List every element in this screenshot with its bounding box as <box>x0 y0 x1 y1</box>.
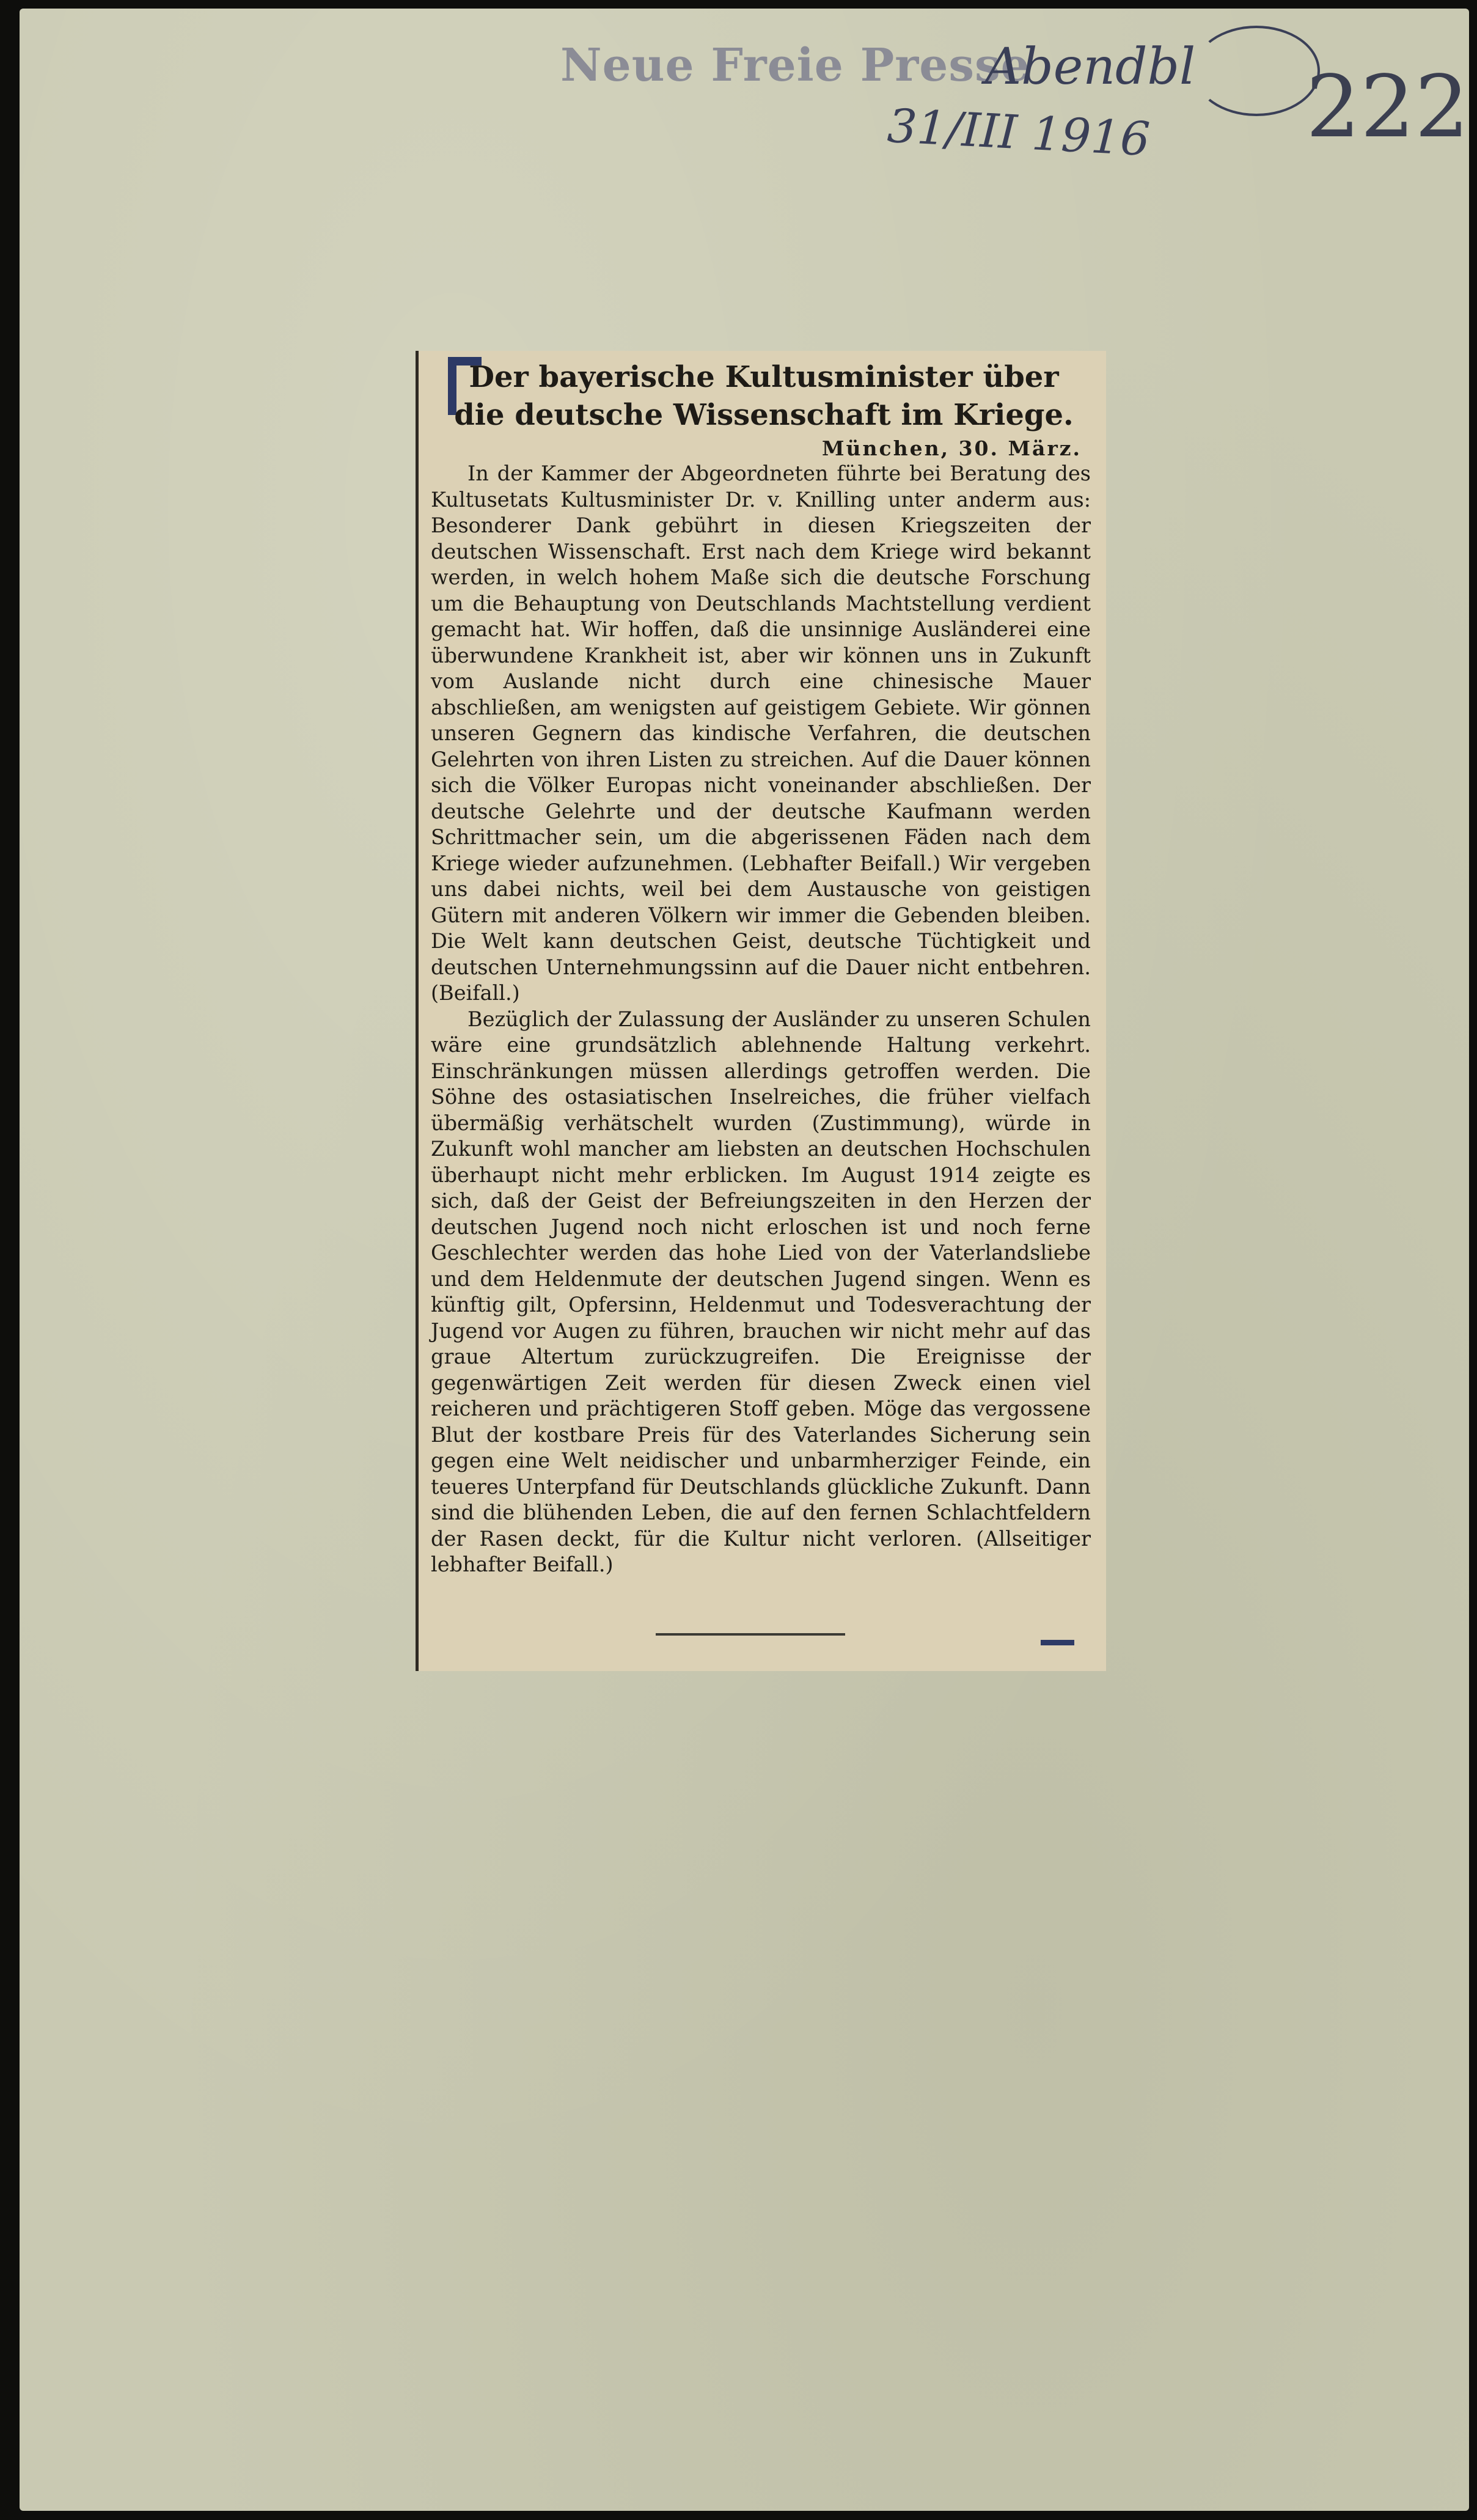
newspaper-stamp: Neue Freie Presse <box>560 39 1030 92</box>
article-body <box>431 461 1091 1578</box>
newspaper-clipping <box>416 351 1106 1671</box>
blue-pencil-end-mark <box>1041 1640 1074 1645</box>
article-paragraph: Bezüglich der Zulassung der Ausländer zu unseren Schulen wäre eine grundsätzlich ablehnende Haltung verkehrt. Einschränkungen müssen allerdings getroffen werden. Die Söhne des ostasiatischen Inselreiches, die früher vielfach übermäßig verhätschelt wurden (Zustimmung), würde in Zukunft wohl mancher am liebsten an deutschen Hochschulen überhaupt nicht mehr erblicken. Im August 1914 zeigte es sich, daß der Geist der Befreiungszeiten in den Herzen der deutschen Jugend noch nicht erloschen ist und noch ferne Geschlechter werden das hohe Lied von der Vaterlandsliebe und dem Heldenmute der deutschen Jugend singen. Wenn es künftig gilt, Opfersinn, Heldenmut und Todesverachtung der Jugend vor Augen zu führen, brauchen wir nicht mehr auf das graue Altertum zurückzugreifen. Die Ereignisse der gegenwärtigen Zeit werden für diesen Zweck einen viel reicheren und prächtigeren Stoff geben. Möge das vergossene Blut der kostbare Preis für des Vaterlandes Sicherung sein gegen eine Welt neidischer und unbarmherziger Feinde, ein teueres Unterpfand für Deutschlands glückliche Zukunft. Dann sind die blühenden Leben, die auf den fernen Schlachtfeldern der Rasen deckt, für die Kultur nicht verloren. (Allseitiger lebhafter Beifall.) <box>431 1007 1091 1576</box>
folio-number: 222 <box>1306 57 1470 157</box>
article-headline: Der bayerische Kultusminister über die deutsche Wissenschaft im Kriege. <box>454 360 1074 432</box>
handwritten-oval-mark <box>1193 26 1320 116</box>
end-rule <box>656 1633 845 1636</box>
archive-sheet <box>20 9 1469 2511</box>
handwritten-edition: Abendbl <box>985 38 1196 96</box>
handwritten-date: 31/III 1916 <box>885 98 1151 167</box>
article-dateline: München, 30. März. <box>822 436 1082 460</box>
article-paragraph: In der Kammer der Abgeordneten führte bei Beratung des Kultusetats Kultusminister Dr. v. Knilling unter anderm aus: Besonderer Dank gebührt in diesen Kriegszeiten der deutschen Wissenschaft. Erst nach dem Kriege wird bekannt werden, in welch hohem Maße sich die deutsche Forschung um die Behauptung von Deutschlands Machtstellung verdient gemacht hat. Wir hoffen, daß die unsinnige Ausländerei eine überwundene Krankheit ist, aber wir können uns in Zukunft vom Auslande nicht durch eine chinesische Mauer abschließen, am wenigsten auf geistigem Gebiete. Wir gönnen unseren Gegnern das kindische Verfahren, die deutschen Gelehrten von ihren Listen zu streichen. Auf die Dauer können sich die Völker Europas nicht voneinander abschließen. Der deutsche Gelehrte und der deutsche Kaufmann werden Schrittmacher sein, um die abgerissenen Fäden nach dem Kriege wieder aufzunehmen. (Lebhafter Beifall.) Wir vergeben uns dabei nichts, weil bei dem Austausche von geistigen Gütern mit anderen Völkern wir immer die Gebenden bleiben. Die Welt kann deutschen Geist, deutsche Tüchtigkeit und deutschen Unternehmungssinn auf die Dauer nicht entbehren. (Beifall.) <box>431 461 1091 1005</box>
